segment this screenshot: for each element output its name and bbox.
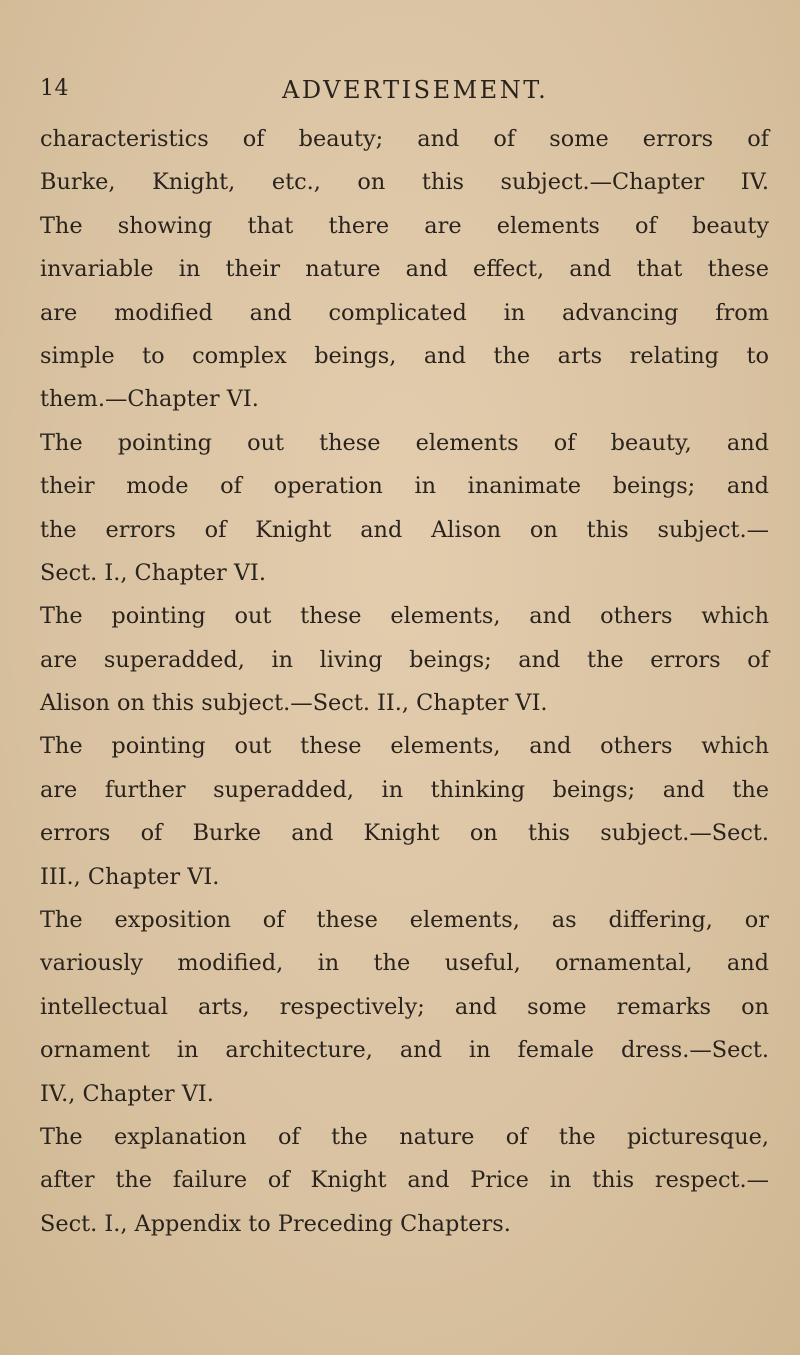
text-line: Sect. I., Chapter VI. <box>40 559 266 586</box>
text-line: Sect. I., Appendix to Preceding Chapters. <box>40 1210 511 1237</box>
running-head <box>40 76 740 112</box>
text-line: the errors of Knight and Alison on this subject.— <box>40 516 769 543</box>
text-line: errors of Burke and Knight on this subject.—Sect. <box>40 820 769 847</box>
text-line: intellectual arts, respectively; and some remarks on <box>40 993 769 1020</box>
text-line: invariable in their nature and effect, and that these <box>40 256 769 283</box>
text-line: characteristics of beauty; and of some errors of <box>40 126 769 152</box>
text-line: their mode of operation in inanimate beings; and <box>40 473 769 500</box>
body-text <box>40 118 769 1246</box>
text-line: after the failure of Knight and Price in this respect.— <box>40 1167 769 1194</box>
text-line: ornament in architecture, and in female dress.—Sect. <box>40 1037 769 1064</box>
text-line: are further superadded, in thinking beings; and the <box>40 776 769 803</box>
text-line: Alison on this subject.—Sect. II., Chapter VI. <box>40 690 548 717</box>
page-number: 14 <box>40 76 69 101</box>
text-line: simple to complex beings, and the arts relating to <box>40 342 769 369</box>
text-line: variously modified, in the useful, ornamental, and <box>40 950 769 977</box>
text-line: IV., Chapter VI. <box>40 1080 214 1107</box>
text-line: are modified and complicated in advancing from <box>40 299 769 326</box>
text-line: are superadded, in living beings; and the errors of <box>40 646 769 673</box>
text-line: The pointing out these elements, and others which <box>40 733 769 760</box>
text-line: III., Chapter VI. <box>40 863 220 890</box>
page-title: ADVERTISEMENT. <box>282 76 549 104</box>
text-line: The showing that there are elements of beauty <box>40 212 769 239</box>
text-line: them.—Chapter VI. <box>40 386 259 413</box>
text-line: The exposition of these elements, as differing, or <box>40 907 769 934</box>
text-line: The pointing out these elements of beauty, and <box>40 429 769 456</box>
text-line: Burke, Knight, etc., on this subject.—Chapter IV. <box>40 169 769 196</box>
text-line: The pointing out these elements, and others which <box>40 603 769 630</box>
text-line: The explanation of the nature of the picturesque, <box>40 1123 769 1150</box>
